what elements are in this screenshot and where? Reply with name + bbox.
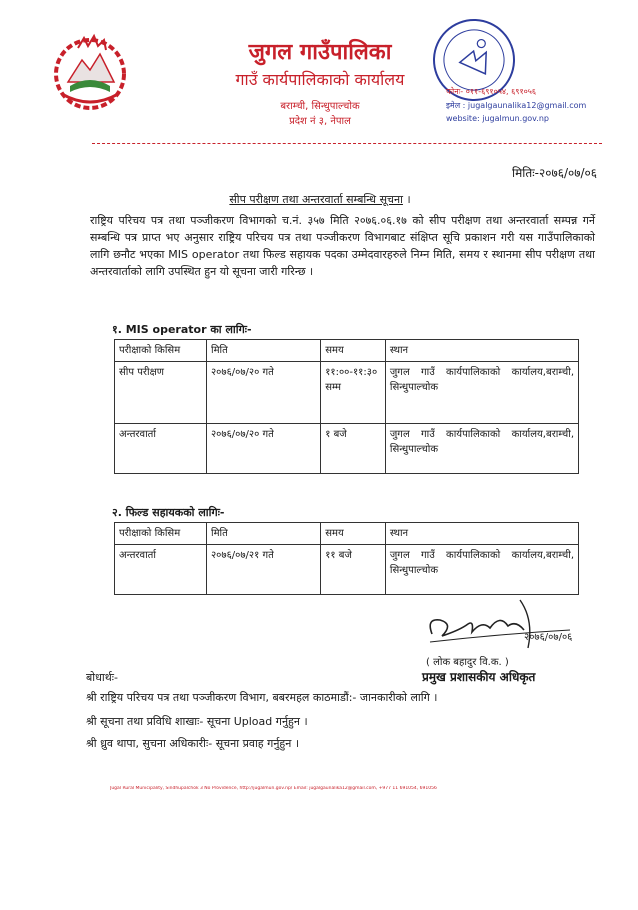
cc-item: श्री ध्रुव थापा, सुचना अधिकारीः- सूचना प्रवाह गर्नुहुन ।: [86, 737, 300, 750]
col-time: समय: [321, 340, 386, 362]
col-exam-type: परीक्षाको किसिम: [115, 523, 207, 545]
col-date: मिति: [206, 523, 320, 545]
cell-exam-type: सीप परीक्षण: [115, 362, 207, 424]
col-exam-type: परीक्षाको किसिम: [115, 340, 207, 362]
cell-time: १ बजे: [321, 424, 386, 474]
col-time: समय: [321, 523, 386, 545]
cc-item: श्री सूचना तथा प्रविधि शाखाः- सूचना Upload गर्नुहुन ।: [86, 715, 308, 728]
office-phone: फोनः- ०११-६९१०५४, ६९१०५६: [446, 87, 537, 96]
municipality-name: जुगल गाउँपालिका: [248, 40, 392, 65]
office-name: गाउँ कार्यपालिकाको कार्यालय: [235, 70, 405, 89]
cell-exam-type: अन्तरवार्ता: [115, 424, 207, 474]
notice-date: मितिः-२०७६/०७/०६: [512, 166, 597, 180]
table-row: [115, 545, 579, 595]
notice-body: राष्ट्रिय परिचय पत्र तथा पञ्जीकरण विभागको च.नं. ३५७ मिति २०७६.०६.१७ को सीप परीक्षण तथा अन्तरवार्ता सम्पन्न गर्ने सम्बन्धि पत्र प्राप्त भए अनुसार राष्ट्रिय परिचय पत्र तथा पञ्जीकरण विभागबाट संक्षिप्त सूचि प्रकाशन गरी यस गाउँपालिकाको लागि छनौट भएका MIS operator तथा फिल्ड सहायक पदका उम्मेदवारहरुले निम्न मिति, समय र स्थानमा सीप परीक्षण तथा अन्तरवार्ताको लागि उपस्थित हुन यो सूचना जारी गरिन्छ ।: [90, 214, 595, 278]
cell-date: २०७६/०७/२० गते: [206, 362, 320, 424]
col-venue: स्थान: [385, 523, 578, 545]
col-date: मिति: [206, 340, 320, 362]
notice-subject-text: सीप परीक्षण तथा अन्तरवार्ता सम्बन्धि सूचना: [229, 193, 403, 206]
office-website[interactable]: website: jugalmun.gov.np: [446, 114, 549, 123]
cell-date: २०७६/०७/२० गते: [206, 424, 320, 474]
signatory-title: प्रमुख प्रशासकीय अधिकृत: [422, 670, 536, 684]
mis-schedule-table: [114, 339, 579, 474]
cell-exam-type: अन्तरवार्ता: [115, 545, 207, 595]
section-field-assistant-heading: २. फिल्ड सहायकको लागिः-: [112, 506, 225, 519]
nepal-emblem-icon: [48, 30, 132, 114]
table-row: [115, 424, 579, 474]
signature-scribble: [420, 590, 580, 654]
cell-time: ११:००-११:३० सम्म: [321, 362, 386, 424]
cell-date: २०७६/०७/२१ गते: [206, 545, 320, 595]
header-divider: [92, 143, 602, 144]
table-row: [115, 362, 579, 424]
col-venue: स्थान: [385, 340, 578, 362]
cell-time: ११ बजे: [321, 545, 386, 595]
cc-item: श्री राष्ट्रिय परिचय पत्र तथा पञ्जीकरण विभाग, बबरमहल काठमाडौं:- जानकारीको लागि ।: [86, 691, 438, 704]
signature-date: २०७६/०७/०६: [524, 632, 573, 643]
table-header-row: [115, 523, 579, 545]
cell-venue: जुगल गाउँ कार्यपालिकाको कार्यालय,बराम्ची, सिन्धुपाल्चोक: [385, 545, 578, 595]
office-province: प्रदेश नं ३, नेपाल: [289, 116, 351, 127]
cc-heading: बोधार्थः-: [86, 671, 118, 684]
notice-subject: सीप परीक्षण तथा अन्तरवार्ता सम्बन्धि सूचना ।: [229, 193, 411, 206]
office-address: बराम्ची, सिन्धुपाल्चोक: [280, 101, 360, 112]
table-header-row: [115, 340, 579, 362]
section-mis-heading: १. MIS operator का लागिः-: [112, 323, 252, 336]
page-footer: Jugal Rural Municipality, Sindhupalchok 3 No Providence, http://jugalmun.gov.np/ Email: jugalgaunalika12@gmail.com, +977 11 691054, 691056: [110, 786, 437, 791]
field-assistant-schedule-table: [114, 522, 579, 595]
office-email[interactable]: इमेल : jugalgaunalika12@gmail.com: [446, 101, 587, 110]
signatory-name: ( लोक बहादुर वि.क. ): [426, 657, 509, 668]
cell-venue: जुगल गाउँ कार्यपालिकाको कार्यालय,बराम्ची, सिन्धुपाल्चोक: [385, 362, 578, 424]
cell-venue: जुगल गाउँ कार्यपालिकाको कार्यालय,बराम्ची, सिन्धुपाल्चोक: [385, 424, 578, 474]
